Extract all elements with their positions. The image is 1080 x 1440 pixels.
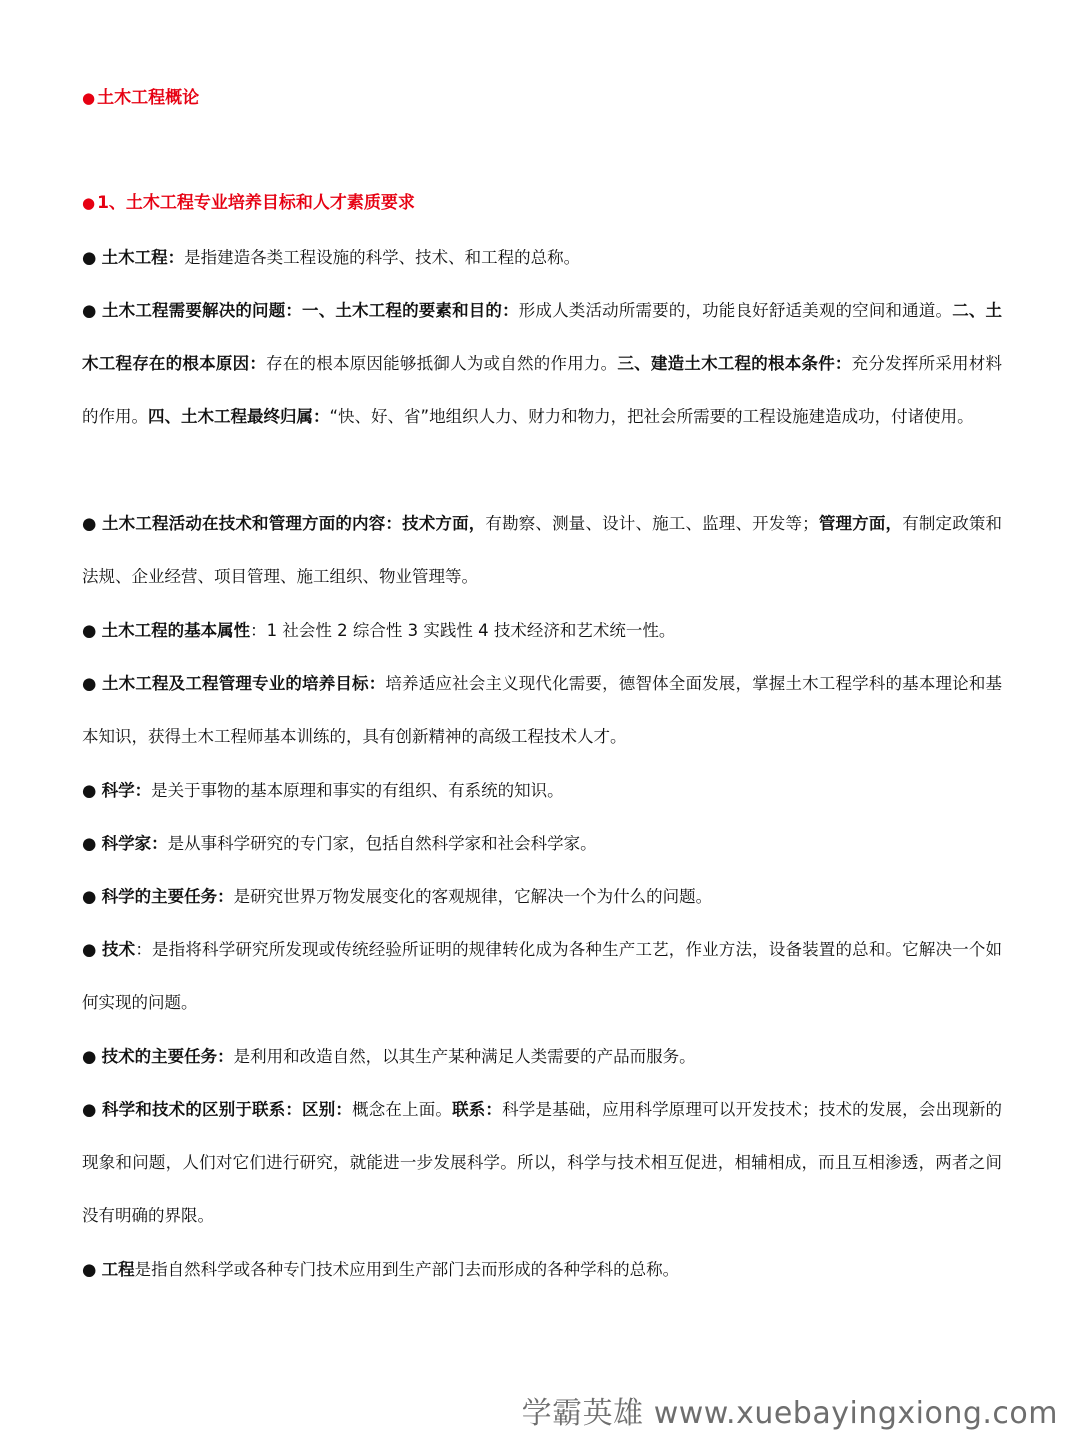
term: 土木工程活动在技术和管理方面的内容： bbox=[102, 514, 403, 533]
paragraph-activities bbox=[82, 497, 1002, 603]
tech-label: 技术方面， bbox=[402, 514, 486, 533]
point-1-text: 形成人类活动所需要的，功能良好舒适美观的空间和通道。 bbox=[518, 301, 953, 320]
definition: 是研究世界万物发展变化的客观规律，它解决一个为什么的问题。 bbox=[233, 887, 713, 906]
connection-text: 科学是基础，应用科学原理可以开发技术；技术的发展，会出现新的现象和问题，人们对它们进行研究，就能进一步发展科学。所以，科学与技术相互促进，相辅相成，而且互相渗透，两者之间没有明确的界限。 bbox=[82, 1100, 1003, 1225]
paragraph-science-vs-technology bbox=[82, 1083, 1002, 1242]
bullet-icon: ● bbox=[82, 301, 97, 320]
term: 科学和技术的区别于联系： bbox=[102, 1100, 303, 1119]
difference-text: 概念在上面。 bbox=[352, 1100, 453, 1119]
definition: ：1 社会性 2 综合性 3 实践性 4 技术经济和艺术统一性。 bbox=[250, 621, 676, 640]
tech-text: 有勘察、测量、设计、施工、监理、开发等； bbox=[485, 514, 819, 533]
point-3-text: 充分发挥所采用材料的作用。 bbox=[82, 354, 1003, 426]
term: 工程 bbox=[101, 1260, 135, 1279]
term: 技术 bbox=[102, 940, 136, 959]
bullet-icon: ● bbox=[82, 674, 97, 693]
term: 科学家： bbox=[101, 834, 168, 853]
term: 科学： bbox=[101, 781, 152, 800]
bullet-icon: ● bbox=[82, 514, 97, 533]
point-2-label: 二、土木工程存在的根本原因： bbox=[82, 301, 1003, 373]
term: 土木工程的基本属性 bbox=[101, 621, 251, 640]
bullet-icon: ● bbox=[82, 834, 97, 853]
paragraph-science-task bbox=[82, 870, 1002, 923]
paragraph-technology-task bbox=[82, 1030, 1002, 1083]
bullet-icon: ● bbox=[82, 940, 97, 959]
connection-label: 联系： bbox=[452, 1100, 503, 1119]
paragraph-science bbox=[82, 764, 1002, 817]
main-heading-text: 土木工程概论 bbox=[97, 88, 200, 108]
bullet-icon: ● bbox=[82, 1047, 97, 1066]
paragraph-attributes bbox=[82, 604, 1002, 657]
term: 土木工程及工程管理专业的培养目标： bbox=[102, 674, 386, 693]
bullet-icon: ● bbox=[82, 781, 97, 800]
point-4-text: “快、好、省”地组织人力、财力和物力，把社会所需要的工程设施建造成功，付诸使用。 bbox=[329, 407, 974, 426]
definition: 是从事科学研究的专门家，包括自然科学家和社会科学家。 bbox=[167, 834, 597, 853]
bullet-icon: ● bbox=[82, 887, 97, 906]
management-text: 有制定政策和法规、企业经营、项目管理、施工组织、物业管理等。 bbox=[82, 514, 1003, 586]
bullet-icon: ● bbox=[82, 194, 96, 212]
management-label: 管理方面， bbox=[818, 514, 903, 533]
paragraph-training-goals bbox=[82, 657, 1002, 763]
point-2-text: 存在的根本原因能够抵御人为或自然的作用力。 bbox=[266, 354, 618, 373]
bullet-icon: ● bbox=[82, 621, 97, 640]
definition: 是指自然科学或各种专门技术应用到生产部门去而形成的各种学科的总称。 bbox=[134, 1260, 680, 1279]
bullet-icon: ● bbox=[82, 248, 97, 267]
point-4-label: 四、土木工程最终归属： bbox=[148, 407, 330, 426]
difference-label: 区别： bbox=[302, 1100, 353, 1119]
footer-watermark: 学霸英雄 www.xuebayingxiong.com bbox=[521, 1396, 1058, 1431]
point-3-label: 三、建造土木工程的根本条件： bbox=[617, 354, 852, 373]
point-1-label: 一、土木工程的要素和目的： bbox=[302, 301, 519, 320]
paragraph-problems bbox=[82, 284, 1002, 443]
term: 土木工程： bbox=[101, 248, 185, 267]
term: 技术的主要任务： bbox=[101, 1047, 234, 1066]
main-heading bbox=[82, 86, 199, 110]
bullet-icon: ● bbox=[82, 89, 96, 107]
section-heading bbox=[82, 191, 415, 215]
paragraph-scientist bbox=[82, 817, 1002, 870]
definition: 培养适应社会主义现代化需要，德智体全面发展，掌握土木工程学科的基本理论和基本知识，获得土木工程师基本训练的，具有创新精神的高级工程技术人才。 bbox=[82, 674, 1003, 746]
term: 科学的主要任务： bbox=[101, 887, 234, 906]
definition: 是关于事物的基本原理和事实的有组织、有系统的知识。 bbox=[151, 781, 564, 800]
definition: ：是指将科学研究所发现或传统经验所证明的规律转化成为各种生产工艺，作业方法，设备装置的总和。它解决一个如何实现的问题。 bbox=[82, 940, 1003, 1012]
paragraph-engineering bbox=[82, 1243, 1002, 1296]
bullet-icon: ● bbox=[82, 1260, 97, 1279]
term: 土木工程需要解决的问题： bbox=[102, 301, 303, 320]
paragraph-civil-engineering bbox=[82, 231, 1002, 284]
bullet-icon: ● bbox=[82, 1100, 97, 1119]
paragraph-technology bbox=[82, 923, 1002, 1029]
section-heading-text: 1、土木工程专业培养目标和人才素质要求 bbox=[97, 193, 415, 213]
definition: 是利用和改造自然，以其生产某种满足人类需要的产品而服务。 bbox=[233, 1047, 696, 1066]
definition: 是指建造各类工程设施的科学、技术、和工程的总称。 bbox=[184, 248, 581, 267]
